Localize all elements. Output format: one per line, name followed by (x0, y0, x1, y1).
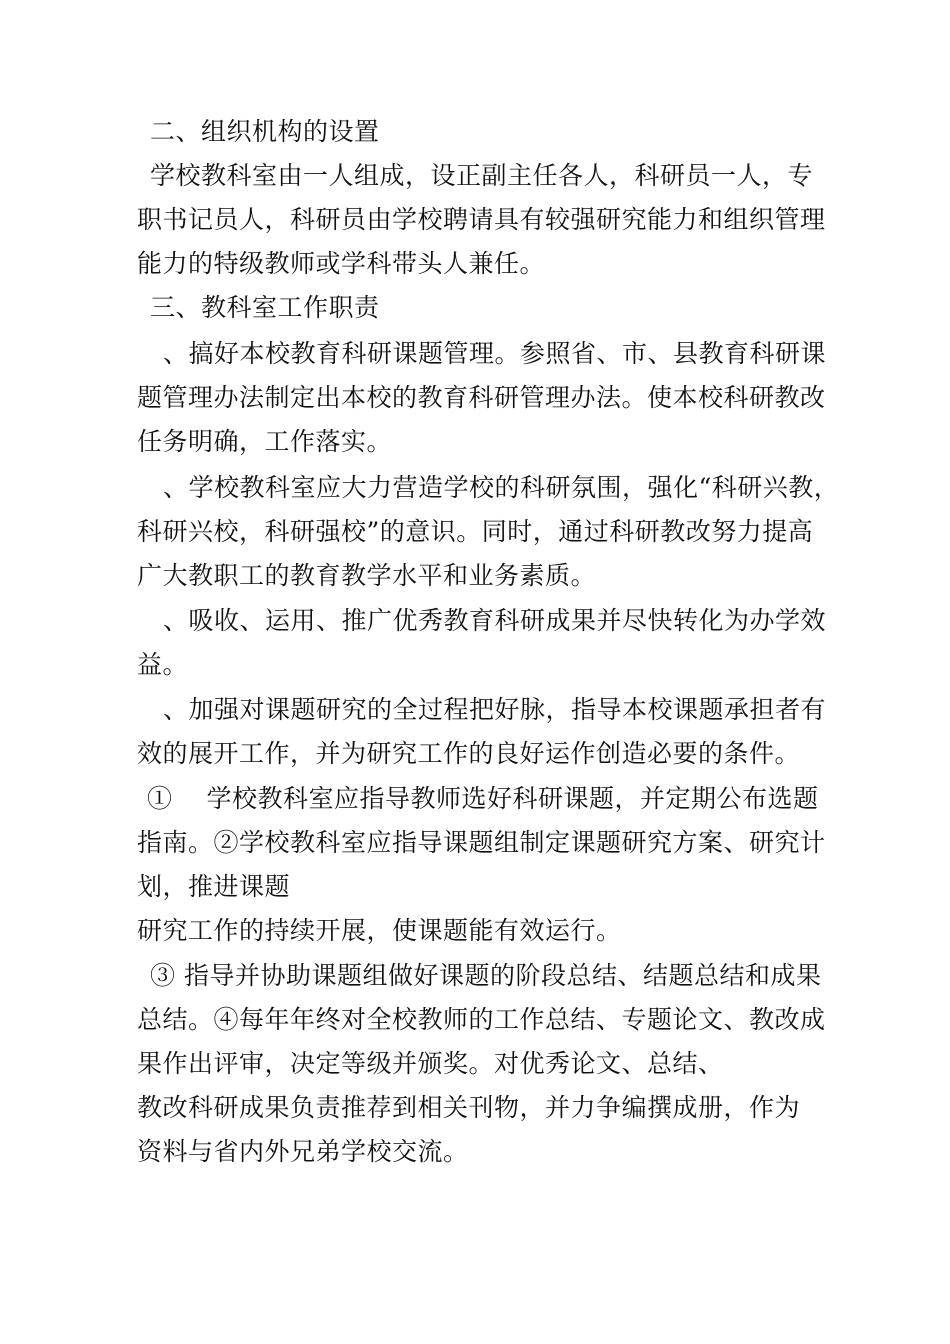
paragraph-line: 广大教职工的教育教学水平和业务素质。 (137, 561, 597, 590)
paragraph-line: 果作出评审，决定等级并颁奖。对优秀论文、总结、 (137, 1049, 724, 1078)
paragraph-line: 、吸收、运用、推广优秀教育科研成果并尽快转化为办学效 (163, 606, 827, 635)
paragraph-line: 科研兴校，科研强校”的意识。同时，通过科研教改努力提高 (137, 517, 814, 546)
paragraph-line: 能力的特级教师或学科带头人兼任。 (137, 249, 546, 278)
paragraph-line: ③ 指导并协助课题组做好课题的阶段总结、结题总结和成果 (150, 961, 822, 990)
paragraph-line: 划，推进课题 (137, 872, 291, 901)
paragraph-line: 益。 (137, 650, 189, 679)
paragraph-line: 、搞好本校教育科研课题管理。参照省、市、县教育科研课 (163, 339, 827, 368)
paragraph-line: 效的展开工作，并为研究工作的良好运作创造必要的条件。 (137, 739, 801, 768)
paragraph-line: 学校教科室由一人组成，设正副主任各人，科研员一人，专 (150, 161, 814, 190)
paragraph-line: 指南。②学校教科室应指导课题组制定课题研究方案、研究计 (137, 828, 826, 857)
paragraph-line: 教改科研成果负责推荐到相关刊物，并力争编撰成册，作为 (137, 1093, 801, 1122)
paragraph-line: 、加强对课题研究的全过程把好脉，指导本校课题承担者有 (163, 695, 827, 724)
paragraph-line: 研究工作的持续开展，使课题能有效运行。 (137, 916, 622, 945)
paragraph-line: 职书记员人，科研员由学校聘请具有较强研究能力和组织管理 (137, 205, 826, 234)
section-heading-duties: 三、教科室工作职责 (150, 293, 380, 322)
section-heading-organization: 二、组织机构的设置 (150, 117, 380, 146)
paragraph-line: 、学校教科室应大力营造学校的科研氛围，强化“科研兴教， (163, 473, 840, 502)
paragraph-line: 总结。④每年年终对全校教师的工作总结、专题论文、教改成 (137, 1005, 826, 1034)
paragraph-line: 题管理办法制定出本校的教育科研管理办法。使本校科研教改 (137, 383, 826, 412)
paragraph-line: ① 学校教科室应指导教师选好科研课题，并定期公布选题 (147, 784, 819, 813)
paragraph-line: 任务明确，工作落实。 (137, 427, 393, 456)
paragraph-line: 资料与省内外兄弟学校交流。 (137, 1137, 469, 1166)
